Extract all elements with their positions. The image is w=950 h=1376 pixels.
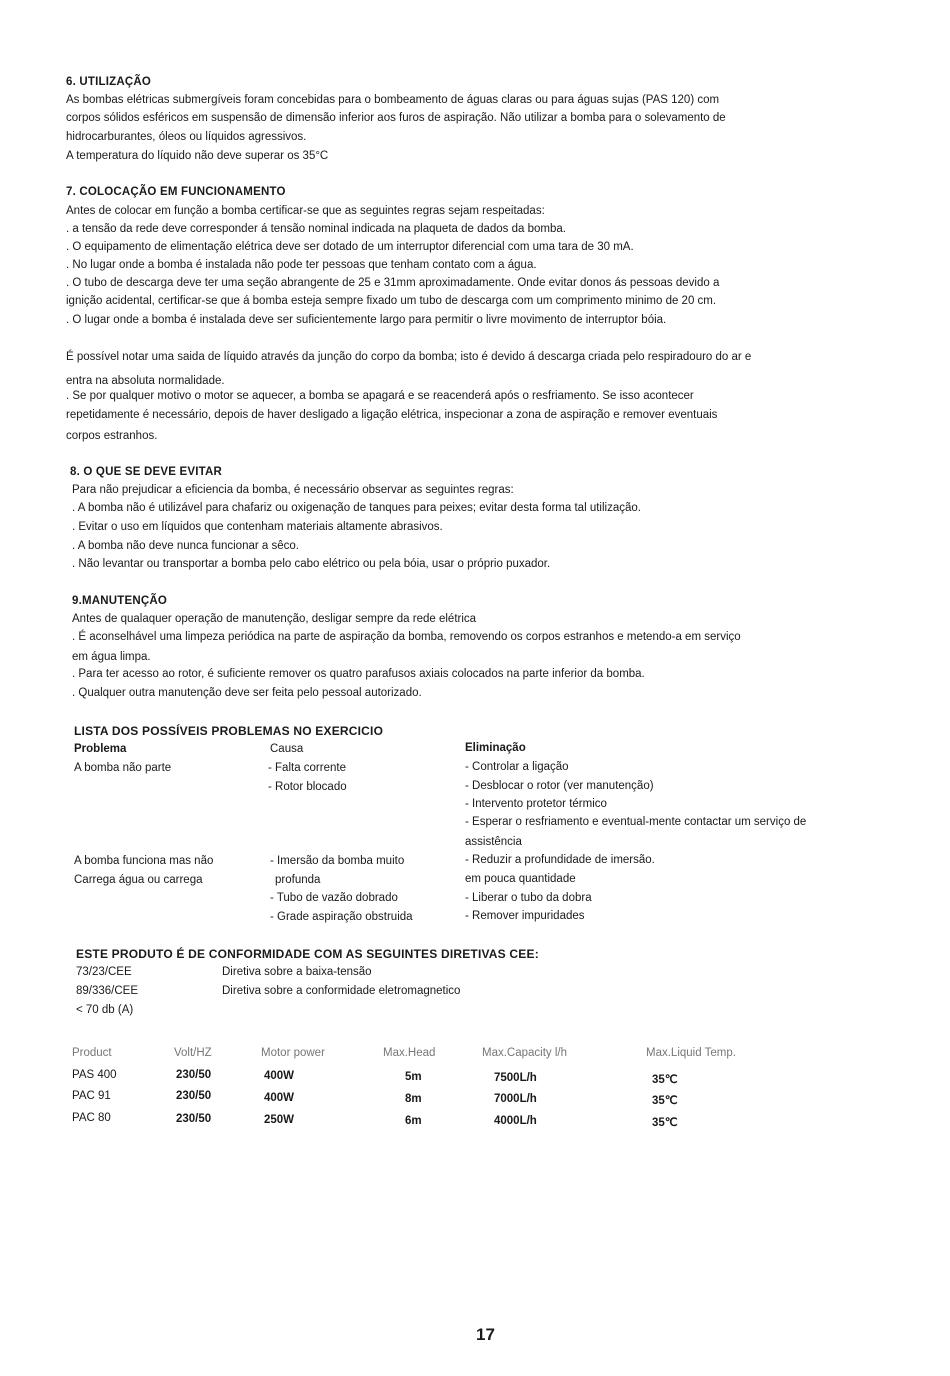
spec-cell: 230/50 (176, 1090, 212, 1102)
problem-cell: Carrega água ou carrega (74, 874, 203, 886)
s7-line: . O equipamento de elimentação elétrica deve ser dotado de um interruptor diferencial com uma tara de 30 mA. (66, 241, 634, 253)
spec-cell: 4000L/h (494, 1115, 537, 1127)
s8-line: . A bomba não é utilizável para chafariz ou oxigenação de tanques para peixes; evitar desta forma tal utilização. (72, 502, 641, 514)
s7-line: . a tensão da rede deve corresponder á tensão nominal indicada na plaqueta de dados da bomba. (66, 223, 566, 235)
noise-level: < 70 db (A) (76, 1004, 134, 1016)
spec-cell: 6m (405, 1115, 422, 1127)
s7-line: . O tubo de descarga deve ter uma seção abrangente de 25 e 31mm aproximadamente. Onde evitar donos ás pessoas devido a (66, 277, 720, 289)
cause-cell: - Tubo de vazão dobrado (270, 892, 398, 904)
s6-line: hidrocarburantes, óleos ou líquidos agressivos. (66, 131, 307, 143)
spec-cell: 230/50 (176, 1069, 212, 1081)
directive-desc: Diretiva sobre a baixa-tensão (222, 966, 372, 978)
directive-code: 89/336/CEE (76, 985, 139, 997)
col-header-problem: Problema (74, 743, 127, 755)
problems-title: LISTA DOS POSSÍVEIS PROBLEMAS NO EXERCICIO (74, 724, 384, 738)
cause-cell: - Falta corrente (268, 762, 346, 774)
s9-line: . Qualquer outra manutenção deve ser feita pelo pessoal autorizado. (72, 687, 422, 699)
s9-line: . É aconselhável uma limpeza periódica na parte de aspiração da bomba, removendo os corpos estranhos e metendo-a em serviço (72, 631, 741, 643)
s6-line: As bombas elétricas submergíveis foram concebidas para o bombeamento de águas claras ou para águas sujas (PAS 120) com (66, 94, 720, 106)
cause-cell: - Grade aspiração obstruida (270, 911, 413, 923)
s9-line: Antes de qualaquer operação de manutenção, desligar sempre da rede elétrica (72, 613, 477, 625)
section-6-title: 6. UTILIZAÇÃO (66, 76, 152, 88)
spec-cell: 8m (405, 1093, 422, 1105)
s6-line: A temperatura do líquido não deve superar os 35°C (66, 150, 329, 162)
spec-cell: PAC 80 (72, 1112, 111, 1124)
spec-cell: PAS 400 (72, 1069, 117, 1081)
fix-cell: - Liberar o tubo da dobra (465, 892, 592, 904)
s7-line: repetidamente é necessário, depois de haver desligado a ligação elétrica, inspecionar a zona de aspiração e remover eventuais (66, 409, 718, 421)
fix-cell: - Controlar a ligação (465, 761, 569, 773)
s8-line: . Evitar o uso em líquidos que contenham materiais altamente abrasivos. (72, 521, 443, 533)
fix-cell: - Desblocar o rotor (ver manutenção) (465, 780, 654, 792)
spec-cell: 35℃ (652, 1117, 678, 1129)
s7-line: corpos estranhos. (66, 430, 158, 442)
s8-line: Para não prejudicar a eficiencia da bomba, é necessário observar as seguintes regras: (72, 484, 514, 496)
problem-cell: A bomba funciona mas não (74, 855, 214, 867)
s7-line: . No lugar onde a bomba é instalada não pode ter pessoas que tenham contato com a água. (66, 259, 537, 271)
spec-cell: 230/50 (176, 1113, 212, 1125)
spec-cell: PAC 91 (72, 1090, 111, 1102)
problem-cell: A bomba não parte (74, 762, 172, 774)
spec-header: Max.Capacity l/h (482, 1047, 568, 1059)
page-number: 17 (476, 1325, 495, 1344)
spec-cell: 35℃ (652, 1074, 678, 1086)
s8-line: . Não levantar ou transportar a bomba pelo cabo elétrico ou pela bóia, usar o próprio puxador. (72, 558, 551, 570)
spec-cell: 35℃ (652, 1095, 678, 1107)
fix-cell: assistência (465, 836, 522, 848)
directives-title: ESTE PRODUTO É DE CONFORMIDADE COM AS SEGUINTES DIRETIVAS CEE: (76, 947, 539, 961)
s9-line: em água limpa. (72, 651, 151, 663)
section-7-title: 7. COLOCAÇÃO EM FUNCIONAMENTO (66, 186, 286, 198)
spec-header: Volt/HZ (174, 1047, 212, 1059)
s9-line: . Para ter acesso ao rotor, é suficiente remover os quatro parafusos axiais colocados na parte inferior da bomba. (72, 668, 645, 680)
cause-cell: - Rotor blocado (268, 781, 347, 793)
col-header-fix: Eliminação (465, 742, 526, 754)
s7-line: entra na absoluta normalidade. (66, 375, 225, 387)
section-8-title: 8. O QUE SE DEVE EVITAR (70, 466, 223, 478)
spec-cell: 400W (264, 1092, 295, 1104)
spec-cell: 7000L/h (494, 1093, 537, 1105)
section-9-title: 9.MANUTENÇÃO (72, 595, 168, 607)
s7-line: Antes de colocar em função a bomba certificar-se que as seguintes regras sejam respeitadas: (66, 205, 545, 217)
spec-header: Max.Liquid Temp. (646, 1047, 736, 1059)
s8-line: . A bomba não deve nunca funcionar a sêco. (72, 540, 299, 552)
spec-cell: 250W (264, 1114, 295, 1126)
spec-cell: 5m (405, 1071, 422, 1083)
spec-cell: 400W (264, 1070, 295, 1082)
s7-line: . Se por qualquer motivo o motor se aquecer, a bomba se apagará e se reacenderá após o resfriamento. Se isso acontecer (66, 390, 694, 402)
s7-line: ignição acidental, certificar-se que á bomba esteja sempre fixado um tubo de descarga com um comprimento minimo de 20 cm. (66, 295, 717, 307)
col-header-cause: Causa (270, 743, 304, 755)
spec-cell: 7500L/h (494, 1072, 537, 1084)
directive-desc: Diretiva sobre a conformidade eletromagnetico (222, 985, 461, 997)
cause-cell: - Imersão da bomba muito (270, 855, 405, 867)
fix-cell: - Reduzir a profundidade de imersão. (465, 854, 655, 866)
directive-code: 73/23/CEE (76, 966, 132, 978)
spec-header: Max.Head (383, 1047, 436, 1059)
fix-cell: - Intervento protetor térmico (465, 798, 607, 810)
cause-cell: profunda (275, 874, 321, 886)
s7-line: É possível notar uma saida de líquido através da junção do corpo da bomba; isto é devido á descarga criada pelo respiradouro do ar e (66, 351, 752, 363)
spec-header: Product (72, 1047, 112, 1059)
fix-cell: em pouca quantidade (465, 873, 576, 885)
s6-line: corpos sólidos esféricos em suspensão de dimensão inferior aos furos de aspiração. Não utilizar a bomba para o solevamento de (66, 112, 726, 124)
fix-cell: - Esperar o resfriamento e eventual-mente contactar um serviço de (465, 816, 807, 828)
fix-cell: - Remover impuridades (465, 910, 585, 922)
s7-line: . O lugar onde a bomba é instalada deve ser suficientemente largo para permitir o livre movimento de interruptor bóia. (66, 314, 667, 326)
spec-header: Motor power (261, 1047, 325, 1059)
